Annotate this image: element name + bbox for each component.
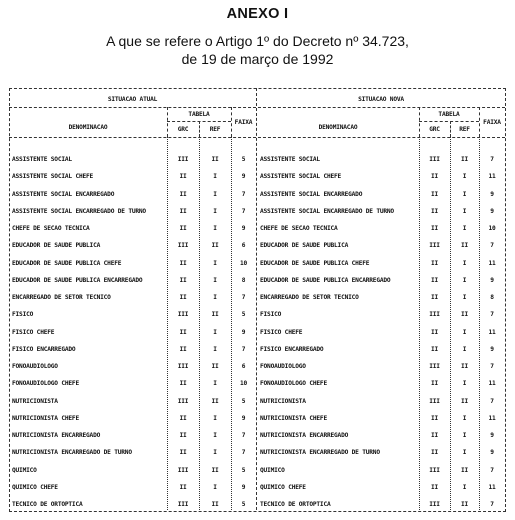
left-denominacao-cell: FISICO CHEFE — [12, 328, 55, 336]
right-faixa-cell: 7 — [490, 501, 494, 508]
left-denominacao-cell: EDUCADOR DE SAUDE PUBLICA — [12, 242, 101, 250]
left-faixa-cell: 5 — [241, 466, 246, 474]
right-faixa-cell: 9 — [490, 345, 494, 353]
left-ref-cell: I — [213, 276, 217, 284]
left-faixa-cell: 7 — [241, 190, 246, 198]
left-faixa-cell: 9 — [241, 225, 246, 232]
left-grc-cell: II — [179, 173, 187, 181]
right-col-tabela: TABELA — [438, 111, 460, 118]
left-denominacao-cell: TECNICO DE ORTOPTICA — [12, 501, 83, 508]
left-faixa-cell: 7 — [241, 432, 246, 439]
left-grc-cell: II — [179, 432, 187, 439]
left-ref-cell: I — [213, 294, 217, 301]
right-denominacao-cell: NUTRICIONISTA — [260, 397, 306, 405]
right-denominacao-cell: QUIMICO CHEFE — [260, 483, 306, 491]
left-faixa-cell: 10 — [239, 259, 248, 267]
right-ref-cell: I — [462, 225, 467, 232]
left-denominacao-cell: FISICO ENCARREGADO — [12, 345, 76, 353]
right-denominacao-cell: NUTRICIONISTA ENCARREGADO — [260, 432, 349, 439]
left-grc-cell: II — [179, 294, 187, 301]
left-denominacao-cell: FONOAUDIOLOGO — [12, 363, 58, 370]
right-ref-cell: I — [462, 173, 467, 181]
right-denominacao-cell: EDUCADOR DE SAUDE PUBLICA CHEFE — [260, 259, 370, 267]
right-col-grc: GRC — [429, 126, 440, 133]
left-ref-cell: I — [213, 190, 217, 198]
right-denominacao-cell: ASSISTENTE SOCIAL — [260, 156, 320, 163]
right-denominacao-cell: NUTRICIONISTA ENCARREGADO DE TURNO — [260, 449, 380, 457]
left-grc-cell: II — [179, 483, 187, 491]
left-grc-cell: II — [179, 380, 187, 388]
right-denominacao-cell: FISICO CHEFE — [260, 328, 303, 336]
document-subtitle-line2: de 19 de março de 1992 — [181, 51, 334, 67]
left-grc-cell: II — [179, 276, 187, 284]
left-faixa-cell: 5 — [241, 397, 246, 405]
right-grc-cell: III — [429, 466, 440, 474]
left-col-faixa: FAIXA — [234, 119, 253, 126]
left-grc-cell: III — [177, 242, 189, 250]
right-ref-cell: II — [460, 363, 469, 370]
right-grc-cell: III — [429, 311, 440, 319]
left-faixa-cell: 7 — [241, 345, 246, 353]
left-faixa-cell: 7 — [241, 449, 246, 457]
right-grc-cell: II — [430, 190, 439, 198]
right-grc-cell: II — [430, 380, 439, 388]
right-faixa-cell: 11 — [488, 259, 496, 267]
right-ref-cell: II — [460, 466, 469, 474]
left-ref-cell: I — [213, 380, 217, 388]
left-faixa-cell: 10 — [239, 380, 248, 388]
left-faixa-cell: 5 — [241, 156, 246, 163]
left-grc-cell: III — [177, 311, 189, 319]
left-grc-cell: II — [179, 414, 187, 422]
left-col-grc: GRC — [177, 126, 189, 133]
left-col-ref: REF — [209, 126, 221, 133]
left-denominacao-cell: NUTRICIONISTA — [12, 397, 58, 405]
left-grc-cell: II — [179, 225, 187, 232]
right-denominacao-cell: FISICO ENCARREGADO — [260, 345, 324, 353]
right-ref-cell: II — [460, 397, 469, 405]
right-faixa-cell: 7 — [490, 466, 494, 474]
left-ref-cell: II — [211, 242, 219, 250]
left-grc-cell: III — [177, 156, 189, 163]
left-ref-cell: I — [213, 345, 217, 353]
right-faixa-cell: 10 — [488, 225, 496, 232]
right-faixa-cell: 11 — [488, 328, 496, 336]
left-ref-cell: I — [213, 432, 217, 439]
right-denominacao-cell: QUIMICO — [260, 466, 285, 474]
document-subtitle-line1: A que se refere o Artigo 1º do Decreto nº 34.723, — [106, 33, 409, 49]
right-faixa-cell: 9 — [490, 449, 494, 457]
left-denominacao-cell: CHEFE DE SECAO TECNICA — [12, 225, 90, 232]
right-faixa-cell: 11 — [488, 483, 496, 491]
left-ref-cell: I — [213, 483, 217, 491]
left-ref-cell: II — [211, 156, 219, 163]
right-faixa-cell: 11 — [488, 380, 496, 388]
left-col-denominacao: DENOMINACAO — [68, 124, 108, 131]
right-ref-cell: II — [460, 311, 469, 319]
position-table — [9, 88, 506, 512]
left-faixa-cell: 5 — [241, 501, 246, 508]
right-denominacao-cell: ENCARREGADO DE SETOR TECNICO — [260, 294, 359, 301]
left-denominacao-cell: FONOAUDIOLOGO CHEFE — [12, 380, 79, 388]
left-faixa-cell: 9 — [241, 173, 246, 181]
left-grc-cell: II — [179, 207, 187, 215]
left-faixa-cell: 9 — [241, 328, 246, 336]
right-grc-cell: III — [429, 363, 440, 370]
right-ref-cell: I — [462, 414, 467, 422]
right-grc-cell: II — [430, 449, 439, 457]
right-faixa-cell: 9 — [490, 190, 494, 198]
right-ref-cell: I — [462, 207, 467, 215]
right-ref-cell: I — [462, 328, 467, 336]
right-grc-cell: II — [430, 225, 439, 232]
right-grc-cell: III — [429, 242, 440, 250]
right-faixa-cell: 7 — [490, 242, 494, 250]
left-grc-cell: II — [179, 449, 187, 457]
left-grc-cell: II — [179, 328, 187, 336]
right-faixa-cell: 9 — [490, 276, 494, 284]
right-grc-cell: II — [430, 432, 439, 439]
left-denominacao-cell: ASSISTENTE SOCIAL ENCARREGADO — [12, 190, 115, 198]
right-denominacao-cell: ASSISTENTE SOCIAL ENCARREGADO DE TURNO — [260, 207, 394, 215]
left-faixa-cell: 6 — [241, 242, 246, 250]
left-ref-cell: I — [213, 173, 217, 181]
right-ref-cell: I — [462, 380, 467, 388]
right-ref-cell: I — [462, 276, 467, 284]
right-faixa-cell: 9 — [490, 207, 494, 215]
right-denominacao-cell: NUTRICIONISTA CHEFE — [260, 414, 327, 422]
left-ref-cell: II — [211, 501, 219, 508]
left-denominacao-cell: NUTRICIONISTA ENCARREGADO DE TURNO — [12, 449, 132, 457]
right-col-faixa: FAIXA — [483, 119, 501, 126]
left-faixa-cell: 7 — [241, 294, 246, 301]
left-denominacao-cell: ASSISTENTE SOCIAL CHEFE — [12, 173, 94, 181]
right-ref-cell: II — [460, 242, 469, 250]
right-ref-cell: I — [462, 449, 467, 457]
right-ref-cell: I — [462, 190, 467, 198]
left-group-header: SITUACAO ATUAL — [107, 96, 158, 103]
right-ref-cell: I — [462, 483, 467, 491]
right-ref-cell: I — [462, 432, 467, 439]
right-faixa-cell: 11 — [488, 414, 496, 422]
right-faixa-cell: 7 — [490, 156, 494, 163]
right-faixa-cell: 8 — [490, 294, 494, 301]
left-denominacao-cell: ASSISTENTE SOCIAL — [12, 156, 72, 163]
left-ref-cell: I — [213, 259, 217, 267]
right-grc-cell: II — [430, 414, 439, 422]
right-ref-cell: II — [460, 156, 469, 163]
left-denominacao-cell: EDUCADOR DE SAUDE PUBLICA ENCARREGADO — [12, 276, 143, 284]
right-grc-cell: II — [430, 328, 439, 336]
left-ref-cell: I — [213, 449, 217, 457]
left-grc-cell: II — [179, 190, 187, 198]
right-denominacao-cell: ASSISTENTE SOCIAL CHEFE — [260, 173, 342, 181]
left-denominacao-cell: ASSISTENTE SOCIAL ENCARREGADO DE TURNO — [12, 207, 146, 215]
left-grc-cell: II — [179, 259, 187, 267]
left-denominacao-cell: QUIMICO — [12, 466, 37, 474]
left-faixa-cell: 9 — [241, 483, 246, 491]
right-col-denominacao: DENOMINACAO — [318, 124, 358, 131]
center-divider — [256, 88, 257, 510]
right-faixa-cell: 7 — [490, 311, 494, 319]
left-ref-cell: I — [213, 414, 217, 422]
left-denominacao-cell: ENCARREGADO DE SETOR TECNICO — [12, 294, 111, 301]
right-col-ref: REF — [459, 126, 470, 133]
right-denominacao-cell: FISICO — [260, 311, 282, 319]
left-grc-cell: III — [177, 466, 189, 474]
right-faixa-cell: 7 — [490, 363, 494, 370]
group-header-rule — [9, 107, 505, 108]
left-denominacao-cell: QUIMICO CHEFE — [12, 483, 58, 491]
left-ref-cell: II — [211, 363, 219, 370]
right-grc-cell: II — [430, 259, 439, 267]
left-ref-cell: II — [211, 311, 219, 319]
right-denominacao-cell: TECNICO DE ORTOPTICA — [260, 501, 331, 508]
left-ref-cell: II — [211, 466, 219, 474]
right-ref-cell: I — [462, 259, 467, 267]
left-ref-cell: II — [211, 397, 219, 405]
left-denominacao-cell: NUTRICIONISTA ENCARREGADO — [12, 432, 101, 439]
right-denominacao-cell: FONOAUDIOLOGO — [260, 363, 306, 370]
left-denominacao-cell: FISICO — [12, 311, 34, 319]
right-grc-cell: II — [430, 173, 439, 181]
right-group-header: SITUACAO NOVA — [358, 96, 404, 103]
left-ref-cell: I — [213, 328, 217, 336]
left-grc-cell: II — [179, 345, 187, 353]
left-faixa-cell: 9 — [241, 414, 246, 422]
right-denominacao-cell: ASSISTENTE SOCIAL ENCARREGADO — [260, 190, 363, 198]
left-col-tabela: TABELA — [188, 111, 210, 118]
right-grc-cell: II — [430, 276, 439, 284]
right-grc-cell: II — [430, 483, 439, 491]
right-grc-cell: II — [430, 345, 439, 353]
left-grc-cell: III — [177, 397, 189, 405]
left-faixa-cell: 5 — [241, 311, 246, 319]
left-grc-cell: III — [177, 363, 189, 370]
right-grc-cell: II — [430, 207, 439, 215]
right-grc-cell: III — [429, 501, 440, 508]
right-faixa-cell: 9 — [490, 432, 494, 439]
left-faixa-cell: 7 — [241, 207, 246, 215]
right-ref-cell: II — [460, 501, 469, 508]
right-denominacao-cell: EDUCADOR DE SAUDE PUBLICA — [260, 242, 349, 250]
right-ref-cell: I — [462, 345, 467, 353]
left-ref-cell: I — [213, 207, 217, 215]
right-denominacao-cell: CHEFE DE SECAO TECNICA — [260, 225, 338, 232]
right-grc-cell: II — [430, 294, 439, 301]
right-denominacao-cell: FONOAUDIOLOGO CHEFE — [260, 380, 327, 388]
document-title: ANEXO I — [226, 6, 289, 22]
left-faixa-cell: 8 — [241, 276, 246, 284]
left-ref-cell: I — [213, 225, 217, 232]
column-header-rule — [9, 137, 505, 138]
right-faixa-cell: 11 — [488, 173, 496, 181]
right-grc-cell: III — [429, 397, 440, 405]
left-denominacao-cell: NUTRICIONISTA CHEFE — [12, 414, 79, 422]
right-grc-cell: III — [429, 156, 440, 163]
left-denominacao-cell: EDUCADOR DE SAUDE PUBLICA CHEFE — [12, 259, 122, 267]
left-faixa-cell: 6 — [241, 363, 246, 370]
right-denominacao-cell: EDUCADOR DE SAUDE PUBLICA ENCARREGADO — [260, 276, 391, 284]
right-ref-cell: I — [462, 294, 467, 301]
left-grc-cell: III — [177, 501, 189, 508]
right-faixa-cell: 7 — [490, 397, 494, 405]
